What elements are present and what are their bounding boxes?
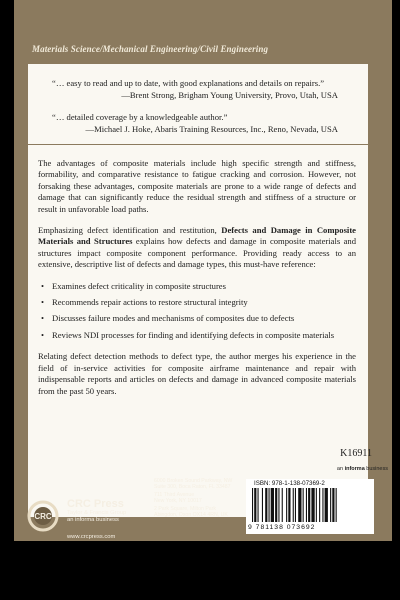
barcode-bar — [286, 488, 287, 522]
barcode-bar — [322, 488, 323, 522]
publisher-brand — [67, 498, 163, 541]
barcode-number: 9 781138 073692 — [248, 524, 316, 531]
barcode-bar — [311, 488, 314, 522]
address-line: 711 Third Avenue — [154, 492, 195, 498]
barcode-bar — [319, 488, 320, 522]
review-quote — [52, 78, 348, 101]
barcode-bar — [258, 488, 259, 522]
barcode-bar — [275, 488, 277, 522]
informa-text-bold: informa — [344, 466, 365, 472]
barcode-bar — [269, 488, 270, 522]
publisher-url: www.crcpress.com — [67, 534, 116, 540]
cover-content — [14, 0, 392, 541]
barcode-bar — [308, 488, 310, 522]
barcode-bar — [278, 488, 279, 522]
description-paragraph: Relating defect detection methods to defect type, the author merges his experience in the field of in-service activities for composite airframe maintenance and repair with indispensable reports and articles on defects and damage in advanced composite materials from the past 50 years. — [38, 351, 356, 396]
barcode-bar — [271, 488, 274, 522]
description-body — [38, 158, 356, 407]
publisher-informa: an informa business — [67, 517, 119, 523]
barcode-bar — [330, 488, 331, 522]
logo-text: CRC — [34, 512, 52, 521]
barcode-icon — [248, 488, 372, 524]
quote-text: “… detailed coverage by a knowledgeable author.” — [52, 112, 228, 122]
informa-business-label — [337, 466, 388, 472]
address-line: 2 Park Square, Milton Park — [154, 506, 216, 512]
address-line: 6000 Broken Sound Parkway, NW — [154, 478, 233, 484]
address-block — [154, 478, 252, 490]
address-block — [154, 506, 252, 518]
address-line: Suite 300, Boca Raton, FL 33487 — [154, 484, 231, 490]
publisher-name: CRC Press — [67, 498, 124, 510]
address-line: Abingdon, Oxon OX14 4RN, UK — [154, 512, 228, 518]
isbn-label: ISBN: 978-1-138-07369-2 — [254, 480, 325, 487]
publisher-group: Taylor & Francis Group — [67, 510, 127, 516]
crc-logo-icon — [27, 500, 65, 532]
barcode-bar — [254, 488, 256, 522]
quote-attribution: —Michael J. Hoke, Abaris Training Resources, Inc., Reno, Nevada, USA — [85, 123, 338, 134]
paragraph-text: explains how defects and damage in composite materials and structures impact composite component performance. Providing ready access to an extensive, descriptive list of defects and damage types, this must-have reference: — [38, 236, 356, 270]
description-paragraph: The advantages of composite materials include high specific strength and stiffness, formability, and comparative resistance to fatigue cracking and corrosion. However, not forsaking these advantages, composite materials are prone to a wide range of defects and damage that can significantly reduce the residual strength and stiffness of a structure or result in unfavorable load paths. — [38, 158, 356, 214]
barcode-bar — [298, 488, 301, 522]
list-item: • Discusses failure modes and mechanisms of composites due to defects — [38, 313, 356, 324]
barcode-bar — [288, 488, 290, 522]
address-line: New York, NY 10017 — [154, 498, 202, 504]
review-quotes — [52, 78, 348, 146]
barcode-bar — [252, 488, 253, 522]
informa-text: business — [364, 466, 388, 472]
barcode-bar — [325, 488, 328, 522]
text-panel — [28, 64, 368, 517]
description-paragraph — [38, 225, 356, 271]
barcode-bar — [336, 488, 337, 522]
review-quote — [52, 112, 348, 135]
barcode-bar — [295, 488, 296, 522]
barcode-bar — [262, 488, 263, 522]
list-item: • Reviews NDI processes for finding and identifying defects in composite materials — [38, 330, 356, 341]
barcode-bar — [293, 488, 294, 522]
barcode-bar — [303, 488, 304, 522]
informa-text: an — [336, 466, 345, 472]
barcode-bar — [265, 488, 267, 522]
address-block — [154, 492, 252, 504]
barcode-bar — [282, 488, 283, 522]
book-title: Defects and Damage in Composite Materials and Structures — [38, 225, 356, 247]
quote-text: “… easy to read and up to date, with good explanations and details on repairs.” — [52, 78, 325, 88]
feature-list — [38, 281, 356, 342]
barcode-bar — [306, 488, 307, 522]
list-item: • Recommends repair actions to restore structural integrity — [38, 297, 356, 308]
list-item: • Examines defect criticality in composite structures — [38, 281, 356, 292]
quote-attribution: —Brent Strong, Brigham Young University, Provo, Utah, USA — [121, 89, 338, 100]
divider — [28, 144, 368, 145]
paragraph-text: Emphasizing defect identification and restitution, — [38, 225, 222, 236]
subject-category: Materials Science/Mechanical Engineering/Civil Engineering — [32, 44, 269, 54]
product-code: K16911 — [340, 448, 372, 459]
publisher-addresses — [154, 478, 252, 520]
barcode-bar — [316, 488, 317, 522]
barcode-bar — [332, 488, 334, 522]
